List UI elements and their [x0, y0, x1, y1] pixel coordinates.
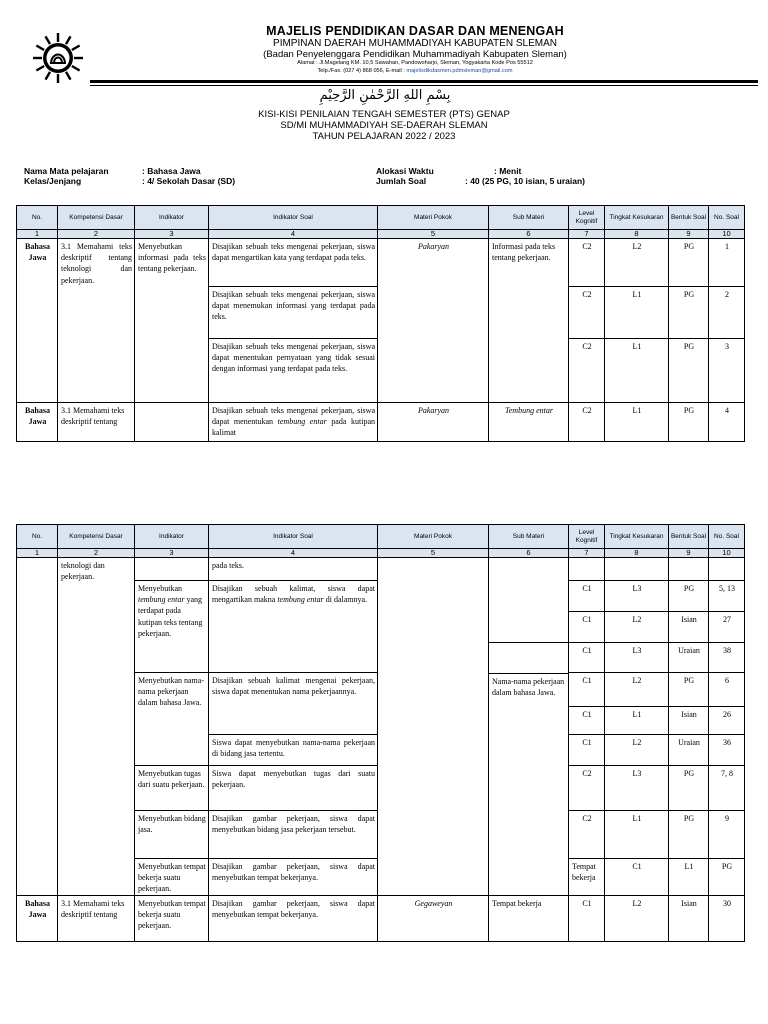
col-header-no: No.: [17, 525, 58, 549]
indikator-soal-cell: Disajikan sebuah teks mengenai pekerjaan, siswa dapat menemukan informasi yang terdapat pada teks.: [209, 287, 378, 339]
class-label: Kelas/Jenjang: [24, 176, 82, 186]
col-number: 4: [209, 549, 378, 558]
no-soal-cell: 2: [709, 287, 745, 339]
indikator-soal-cell: Disajikan gambar pekerjaan, siswa dapat menyebutkan tempat bekerjanya.: [209, 859, 378, 896]
question-count-value: : 40 (25 PG, 10 isian, 5 uraian): [465, 176, 585, 186]
col-header-no-soal: No. Soal: [709, 206, 745, 230]
no-soal-cell: 38: [709, 643, 745, 673]
no-soal-cell: 26: [709, 707, 745, 735]
no-soal-cell: 1: [709, 239, 745, 287]
subject-cell: [17, 558, 58, 896]
sub-materi-cell: Tembung entar: [489, 403, 569, 442]
organization-name: MAJELIS PENDIDIKAN DASAR DAN MENENGAH: [266, 24, 564, 38]
col-header-level: Level Kognitif: [569, 525, 605, 549]
level-cell: [569, 558, 605, 581]
kd-cell: 3.1 Memahami teks deskriptif tentang teknologi dan pekerjaan.: [58, 239, 135, 403]
indikator-soal-cell: Siswa dapat menyebutkan tugas dari suatu pekerjaan.: [209, 766, 378, 811]
kisi-table-1: [16, 205, 745, 442]
col-number: 4: [209, 230, 378, 239]
bentuk-cell: Uraian: [669, 643, 709, 673]
col-number: 6: [489, 549, 569, 558]
col-header-bentuk: Bentuk Soal: [669, 525, 709, 549]
col-header-kd: Kompetensi Dasar: [58, 525, 135, 549]
tingkat-cell: L2: [605, 895, 669, 941]
col-header-sub-materi: Sub Materi: [489, 206, 569, 230]
letterhead-rule-thick: [90, 80, 758, 83]
level-cell: C2: [569, 766, 605, 811]
organization-address: Alamat : Jl.Magelang KM. 10,5 Sawahan, Pandowoharjo, Sleman, Yogyakarta Kode Pos 55512: [297, 60, 533, 66]
tingkat-cell: L3: [605, 643, 669, 673]
kd-cell: 3.1 Memahami teks deskriptif tentang: [58, 403, 135, 442]
bentuk-cell: PG: [669, 339, 709, 403]
materi-cell: Pakaryan: [378, 239, 489, 403]
col-header-no-soal: No. Soal: [709, 525, 745, 549]
level-cell: C2: [569, 287, 605, 339]
col-number: 8: [605, 549, 669, 558]
col-number: 10: [709, 549, 745, 558]
indikator-soal-cell: Disajikan sebuah teks mengenai pekerjaan, siswa dapat menentukan pernyataan yang tidak sesuai dengan informasi yang terdapat pada teks.: [209, 339, 378, 403]
bentuk-cell: PG: [669, 239, 709, 287]
bentuk-cell: Isian: [669, 895, 709, 941]
bentuk-cell: Uraian: [669, 735, 709, 766]
col-header-indikator: Indikator: [135, 206, 209, 230]
col-header-sub-materi: Sub Materi: [489, 525, 569, 549]
level-cell: C1: [569, 735, 605, 766]
col-header-no: No.: [17, 206, 58, 230]
col-header-kd: Kompetensi Dasar: [58, 206, 135, 230]
col-header-tingkat: Tingkat Kesukaran: [605, 525, 669, 549]
indikator-cell: [135, 403, 209, 442]
col-number: 2: [58, 549, 135, 558]
time-value: : Menit: [494, 166, 522, 176]
col-header-indikator-soal: Indikator Soal: [209, 206, 378, 230]
level-cell: C1: [569, 895, 605, 941]
bentuk-cell: Isian: [669, 707, 709, 735]
materi-cell: Gegaweyan: [378, 895, 489, 941]
col-number: 1: [17, 549, 58, 558]
level-cell: C2: [569, 811, 605, 859]
no-soal-cell: 6: [709, 673, 745, 707]
kisi-table-2: [16, 524, 745, 942]
tingkat-cell: L1: [605, 403, 669, 442]
indikator-soal-cell: Disajikan gambar pekerjaan, siswa dapat menyebutkan bidang jasa pekerjaan tersebut.: [209, 811, 378, 859]
tingkat-cell: L1: [669, 859, 709, 896]
no-soal-cell: 27: [709, 612, 745, 643]
tingkat-cell: L1: [605, 339, 669, 403]
col-number: 3: [135, 549, 209, 558]
level-cell: C2: [569, 339, 605, 403]
subject-cell: Bahasa Jawa: [17, 403, 58, 442]
organization-contact: [235, 68, 595, 74]
tingkat-cell: [605, 558, 669, 581]
tingkat-cell: L3: [605, 581, 669, 612]
tingkat-cell: L2: [605, 239, 669, 287]
sub-materi-cell: Tempat bekerja: [489, 895, 569, 941]
tingkat-cell: L3: [605, 766, 669, 811]
indikator-soal-cell: Disajikan gambar pekerjaan, siswa dapat menyebutkan tempat bekerjanya.: [209, 895, 378, 941]
col-header-level: Level Kognitif: [569, 206, 605, 230]
no-soal-cell: 7, 8: [709, 766, 745, 811]
bentuk-cell: PG: [669, 403, 709, 442]
col-number: 3: [135, 230, 209, 239]
col-number: 9: [669, 230, 709, 239]
no-soal-cell: 36: [709, 735, 745, 766]
subject-cell: Bahasa Jawa: [17, 239, 58, 403]
col-number: 5: [378, 230, 489, 239]
col-number: 7: [569, 230, 605, 239]
tingkat-cell: L2: [605, 735, 669, 766]
indikator-soal-cell: Disajikan sebuah kalimat, siswa dapat mengartikan makna tembung entar di dalamnya.: [209, 581, 378, 673]
col-number: 7: [569, 549, 605, 558]
table-row: [17, 895, 745, 941]
email-link[interactable]: majelisdikdasmen.pdmsleman@gmail.com: [406, 68, 513, 74]
document-subtitle: SD/MI MUHAMMADIYAH SE-DAERAH SLEMAN: [280, 120, 488, 131]
indikator-cell: Menyebutkan tembung entar yang terdapat pada kutipan teks tentang pekerjaan.: [135, 581, 209, 673]
col-number: 6: [489, 230, 569, 239]
organization-subtitle: PIMPINAN DAERAH MUHAMMADIYAH KABUPATEN SLEMAN: [273, 38, 557, 49]
indikator-cell: Menyebutkan tugas dari suatu pekerjaan.: [135, 766, 209, 811]
col-number: 8: [605, 230, 669, 239]
indikator-cell: Menyebutkan informasi pada teks tentang pekerjaan.: [135, 239, 209, 403]
organization-body: (Badan Penyelenggara Pendidikan Muhammadiyah Kabupaten Sleman): [263, 49, 567, 60]
bentuk-cell: PG: [669, 581, 709, 612]
no-soal-cell: 30: [709, 895, 745, 941]
level-cell: C1: [569, 673, 605, 707]
indikator-soal-cell: Disajikan sebuah kalimat mengenai pekerjaan, siswa dapat menentukan nama pekerjaannya.: [209, 673, 378, 735]
kd-cell: 3.1 Memahami teks deskriptif tentang: [58, 895, 135, 941]
document-year: TAHUN PELAJARAN 2022 / 2023: [312, 131, 456, 142]
col-header-indikator-soal: Indikator Soal: [209, 525, 378, 549]
tingkat-cell: L2: [605, 612, 669, 643]
tingkat-cell: L1: [605, 287, 669, 339]
col-number: 9: [669, 549, 709, 558]
no-soal-cell: 5, 13: [709, 581, 745, 612]
level-cell: C2: [569, 403, 605, 442]
bentuk-cell: PG: [669, 811, 709, 859]
col-header-bentuk: Bentuk Soal: [669, 206, 709, 230]
col-header-materi: Materi Pokok: [378, 525, 489, 549]
bentuk-cell: PG: [669, 673, 709, 707]
table-row: [17, 239, 745, 287]
indikator-soal-cell: pada teks.: [209, 558, 378, 581]
muhammadiyah-logo: [32, 32, 84, 84]
subject-cell: Bahasa Jawa: [17, 895, 58, 941]
col-header-indikator: Indikator: [135, 525, 209, 549]
tingkat-cell: L1: [605, 707, 669, 735]
level-cell: C2: [569, 239, 605, 287]
materi-cell: Pakaryan: [378, 403, 489, 442]
no-soal-cell: 4: [709, 403, 745, 442]
no-soal-cell: [709, 558, 745, 581]
table-row: [17, 558, 745, 581]
bentuk-cell: PG: [709, 859, 745, 896]
sub-materi-cell: Informasi pada teks tentang pekerjaan.: [489, 239, 569, 403]
table-row: [17, 403, 745, 442]
indikator-soal-cell: Disajikan sebuah teks mengenai pekerjaan, siswa dapat menentukan tembung entar pada kutipan kalimat: [209, 403, 378, 442]
subject-label: Nama Mata pelajaran: [24, 166, 109, 176]
col-number: 10: [709, 230, 745, 239]
indikator-cell: [135, 558, 209, 581]
col-header-materi: Materi Pokok: [378, 206, 489, 230]
sub-materi-cell: [489, 558, 569, 643]
bentuk-cell: Isian: [669, 612, 709, 643]
indikator-cell: Menyebutkan tempat bekerja suatu pekerjaan.: [135, 895, 209, 941]
subject-value: : Bahasa Jawa: [142, 166, 201, 176]
indikator-soal-cell: Siswa dapat menyebutkan nama-nama pekerjaan di bidang jasa tertentu.: [209, 735, 378, 766]
kd-cell: teknologi dan pekerjaan.: [58, 558, 135, 896]
materi-cell: [378, 558, 489, 896]
col-number: 5: [378, 549, 489, 558]
class-value: : 4/ Sekolah Dasar (SD): [142, 176, 236, 186]
level-cell: C1: [569, 581, 605, 612]
col-header-tingkat: Tingkat Kesukaran: [605, 206, 669, 230]
indikator-cell: Menyebutkan tempat bekerja suatu pekerjaan.: [135, 859, 209, 896]
tingkat-cell: L2: [605, 673, 669, 707]
level-cell: C1: [569, 612, 605, 643]
bentuk-cell: PG: [669, 287, 709, 339]
sub-materi-cell: Tempat bekerja: [569, 859, 605, 896]
level-cell: C1: [569, 643, 605, 673]
no-soal-cell: 3: [709, 339, 745, 403]
indikator-cell: Menyebutkan nama-nama pekerjaan dalam bahasa Jawa.: [135, 673, 209, 766]
level-cell: C1: [605, 859, 669, 896]
indikator-cell: Menyebutkan bidang jasa.: [135, 811, 209, 859]
indikator-soal-cell: Disajikan sebuah teks mengenai pekerjaan, siswa dapat mengartikan kata yang terdapat pada teks.: [209, 239, 378, 287]
phone-text: Telp./Fax. (027 4) 868 056, E-mail :: [317, 68, 407, 74]
col-number: 1: [17, 230, 58, 239]
bentuk-cell: PG: [669, 766, 709, 811]
col-number: 2: [58, 230, 135, 239]
basmalah: بِسْمِ اللهِ الرَّحْمٰنِ الرَّحِيْمِ: [319, 88, 451, 103]
level-cell: C1: [569, 707, 605, 735]
document-title: KISI-KISI PENILAIAN TENGAH SEMESTER (PTS) GENAP: [258, 109, 510, 120]
question-count-label: Jumlah Soal: [376, 176, 427, 186]
no-soal-cell: 9: [709, 811, 745, 859]
letterhead-rule-thin: [90, 85, 758, 86]
sub-materi-cell: Nama-nama pekerjaan dalam bahasa Jawa.: [489, 643, 569, 896]
bentuk-cell: [669, 558, 709, 581]
time-label: Alokasi Waktu: [376, 166, 434, 176]
tingkat-cell: L1: [605, 811, 669, 859]
